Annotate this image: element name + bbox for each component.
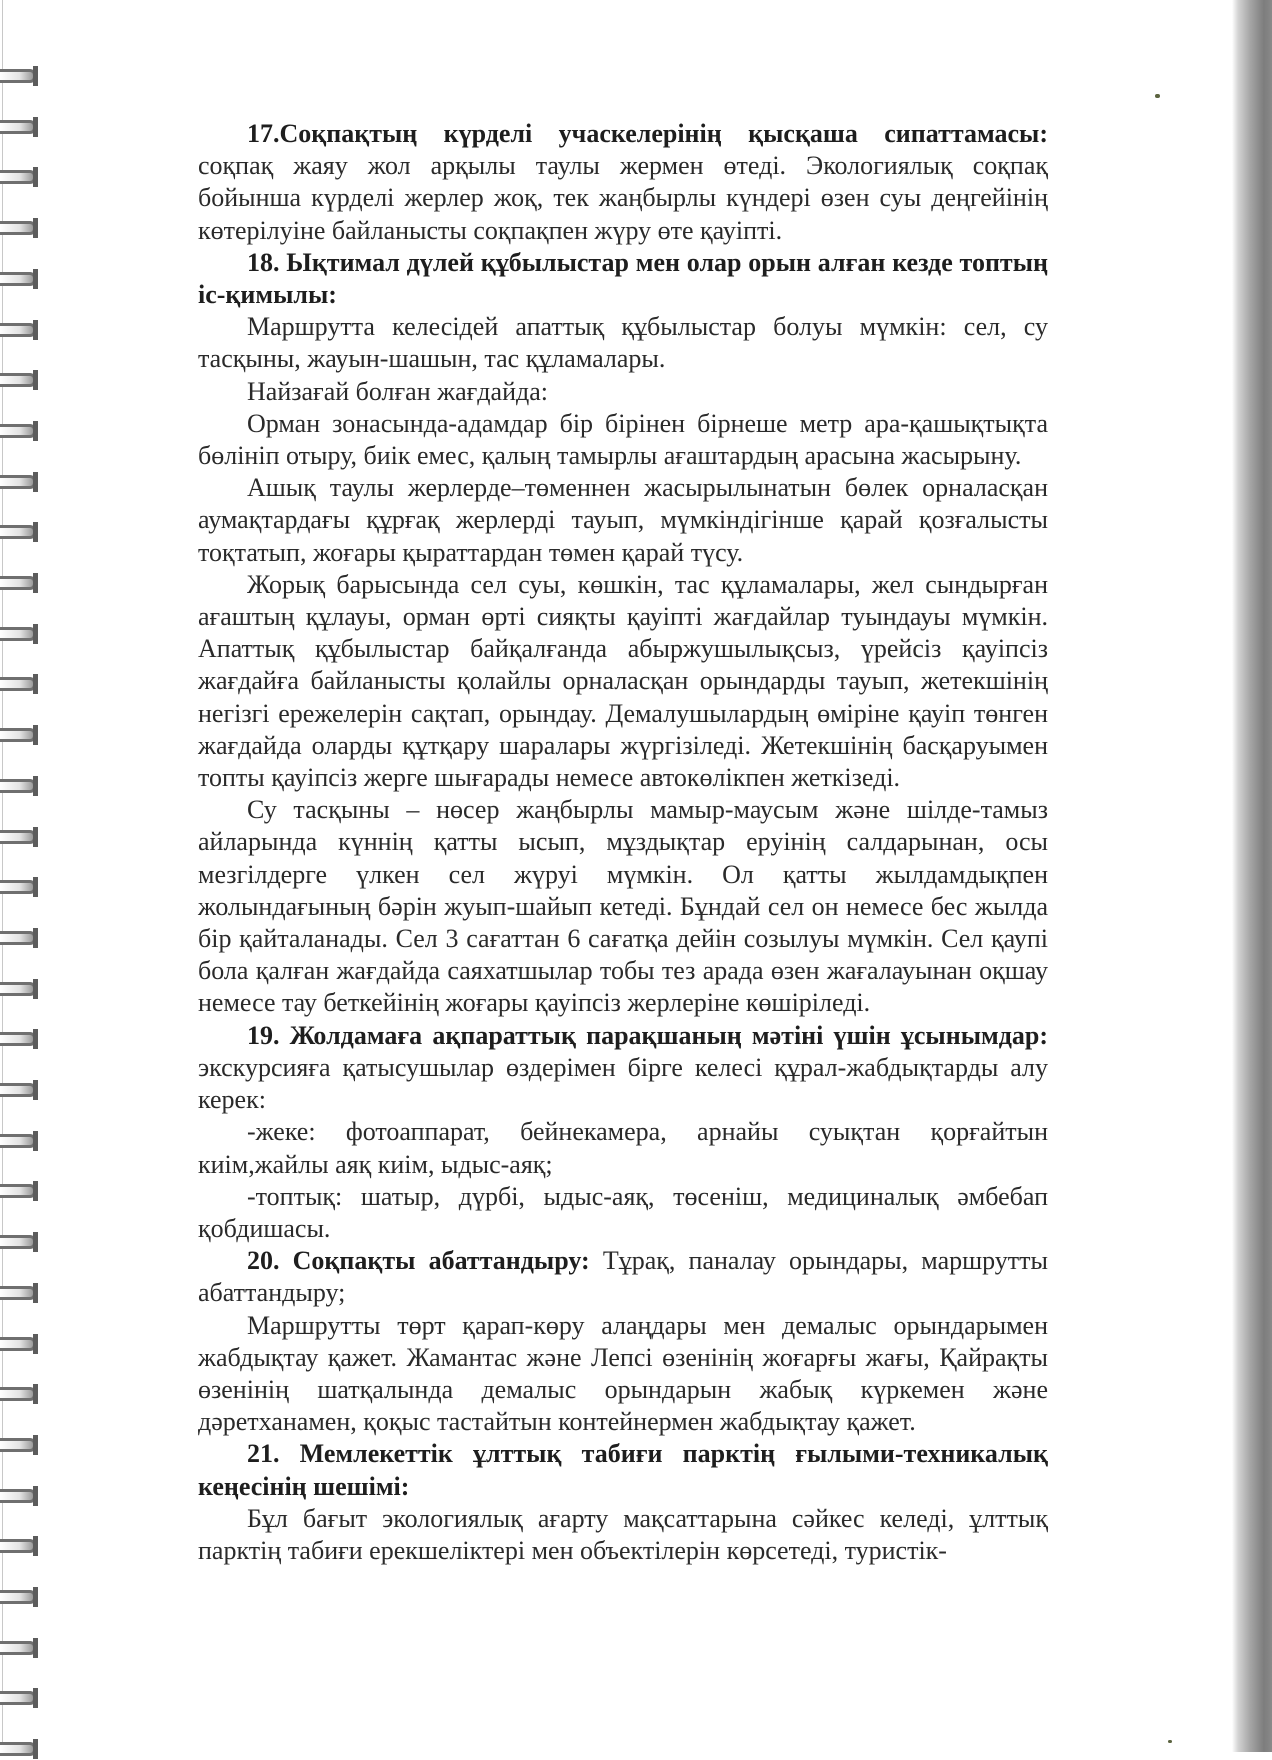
binding-ring (0, 1637, 38, 1659)
binding-ring (0, 217, 38, 239)
document-body (198, 118, 1048, 1567)
section-21-heading (198, 1438, 1048, 1502)
paragraph: Орман зонасында-адамдар бір бірінен бірнеше метр ара-қашықтықта бөлініп отыру, биік емес, қалың тамырлы ағаштардың арасына жасырыну. (198, 408, 1048, 471)
binding-ring (0, 319, 38, 341)
list-item-personal: -жеке: фотоаппарат, бейнекамера, арнайы суықтан қорғайтын киім,жайлы аяқ киім, ыдыс-аяқ; (198, 1117, 1048, 1179)
binding-ring (0, 166, 38, 188)
binding-ring (0, 1028, 38, 1050)
binding-ring (0, 268, 38, 290)
section-heading: 17.Соқпақтың күрделі учаскелерінің қысқаша сипаттамасы: (247, 119, 1048, 148)
paragraph: Найзағай болған жағдайда: (247, 376, 548, 406)
binding-ring (0, 1434, 38, 1456)
scan-speck (1168, 1740, 1172, 1743)
binding-ring (0, 116, 38, 138)
paragraph: Су тасқыны – нөсер жаңбырлы мамыр-маусым және шілде-тамыз айларында күннің қатты ысып, мұздықтар еруінің салдарынан, осы мезгілдерге үлкен сел жүруі мүмкін. Ол қатты жылдамдықпен жолындағының бәрін жуып-шайып кетеді. Бұндай сел он немесе бес жылда бір қайталанады. Сел 3 сағаттан 6 сағатқа дейін созылуы мүмкін. Сел қаупі бола қалған жағдайда саяхатшылар тобы тез арада өзен жағалауынан оқшау немесе тау беткейінің жоғары қауіпсіз жерлеріне көшіріледі. (198, 795, 1048, 1018)
binding-ring (0, 623, 38, 645)
binding-ring (0, 1687, 38, 1709)
binding-ring (0, 521, 38, 543)
binding-ring (0, 1180, 38, 1202)
paragraph: Ашық таулы жерлерде–төменнен жасырылынатын бөлек орналасқан аумақтардағы құрғақ жерлерді тауып, мүмкіндігінше қарай қозғалысты тоқтатып, жоғары қыраттардан төмен қарай түсу. (198, 473, 1048, 567)
binding-ring (0, 724, 38, 746)
binding-ring (0, 876, 38, 898)
section-heading: 20. Соқпақты абаттандыру: (247, 1246, 590, 1276)
spiral-binding (0, 0, 45, 1752)
binding-ring (0, 673, 38, 695)
binding-ring (0, 1333, 38, 1355)
binding-ring (0, 1282, 38, 1304)
binding-ring (0, 572, 38, 594)
section-text: Тұрақ, паналау орындары, маршрутты абаттандыру; (198, 1246, 1048, 1308)
paragraph: Маршрутта келесідей апаттық құбылыстар болуы мүмкін: сел, су тасқыны, жауын-шашын, тас құламалары. (198, 312, 1048, 374)
section-18-heading (198, 247, 1048, 311)
binding-ring (0, 471, 38, 493)
page-edge-shadow (1232, 0, 1272, 1752)
section-heading: 19. Жолдамаға ақпараттық парақшаның мәтіні үшін ұсынымдар: (247, 1020, 1048, 1050)
section-heading: 18. Ықтимал дүлей құбылыстар мен олар орын алған кезде топтың іс-қимылы: (198, 247, 1048, 310)
section-20 (198, 1245, 1048, 1309)
binding-ring (0, 775, 38, 797)
binding-ring (0, 1738, 38, 1760)
binding-ring (0, 65, 38, 87)
section-19 (198, 1020, 1048, 1117)
binding-ring (0, 1130, 38, 1152)
section-text: соқпақ жаяу жол арқылы таулы жермен өтеді. Экологиялық соқпақ бойынша күрделі жерлер жоқ, тек жаңбырлы күндері өзен суы деңгейінің көтерілуіне байланысты соқпақпен жүру өте қауіпті. (198, 151, 1048, 245)
binding-ring (0, 1383, 38, 1405)
binding-ring (0, 369, 38, 391)
binding-ring (0, 927, 38, 949)
binding-ring (0, 1079, 38, 1101)
section-text: экскурсияға қатысушылар өздерімен бірге келесі құрал-жабдықтарды алу керек: (198, 1052, 1048, 1115)
section-17 (198, 118, 1048, 247)
binding-ring (0, 420, 38, 442)
binding-ring (0, 1231, 38, 1253)
section-heading: 21. Мемлекеттік ұлттық табиғи парктің ғылыми-техникалық кеңесінің шешімі: (198, 1439, 1048, 1501)
binding-ring (0, 978, 38, 1000)
paragraph: Маршрутты төрт қарап-көру алаңдары мен демалыс орындарымен жабдықтау қажет. Жамантас және Лепсі өзенінің жоғарғы жағы, Қайрақты өзенінің шатқалында демалыс орындарын жабық күркемен және дəретханамен, қоқыс тастайтын контейнермен жабдықтау қажет. (198, 1310, 1048, 1437)
list-item-group: -топтық: шатыр, дүрбі, ыдыс-аяқ, төсеніш, медициналық әмбебап қобдишасы. (198, 1181, 1048, 1243)
paragraph: Жорық барысында сел суы, көшкін, тас құламалары, жел сындырған ағаштың құлауы, орман өрті сияқты қауіпті жағдайлар туындауы мүмкін. Апаттық құбылыстар байқалғанда абыржушылықсыз, үрейсіз қауіпсіз жағдайға байланысты қолайлы орналасқан орындарды тауып, жетекшінің негізгі ережелерін сақтап, орындау. Демалушылардың өміріне қауіп төнген жағдайда оларды құтқару шаралары жүргізіледі. Жетекшінің басқаруымен топты қауіпсіз жерге шығарады немесе автокөлікпен жеткізеді. (198, 569, 1048, 793)
binding-ring (0, 1586, 38, 1608)
paragraph: Бұл бағыт экологиялық ағарту мақсаттарына сәйкес келеді, ұлттық парктің табиғи ерекшеліктері мен объектілерін көрсетеді, туристік- (198, 1503, 1048, 1565)
binding-ring (0, 1485, 38, 1507)
binding-ring (0, 1535, 38, 1557)
scan-speck (1155, 94, 1160, 98)
binding-ring (0, 826, 38, 848)
